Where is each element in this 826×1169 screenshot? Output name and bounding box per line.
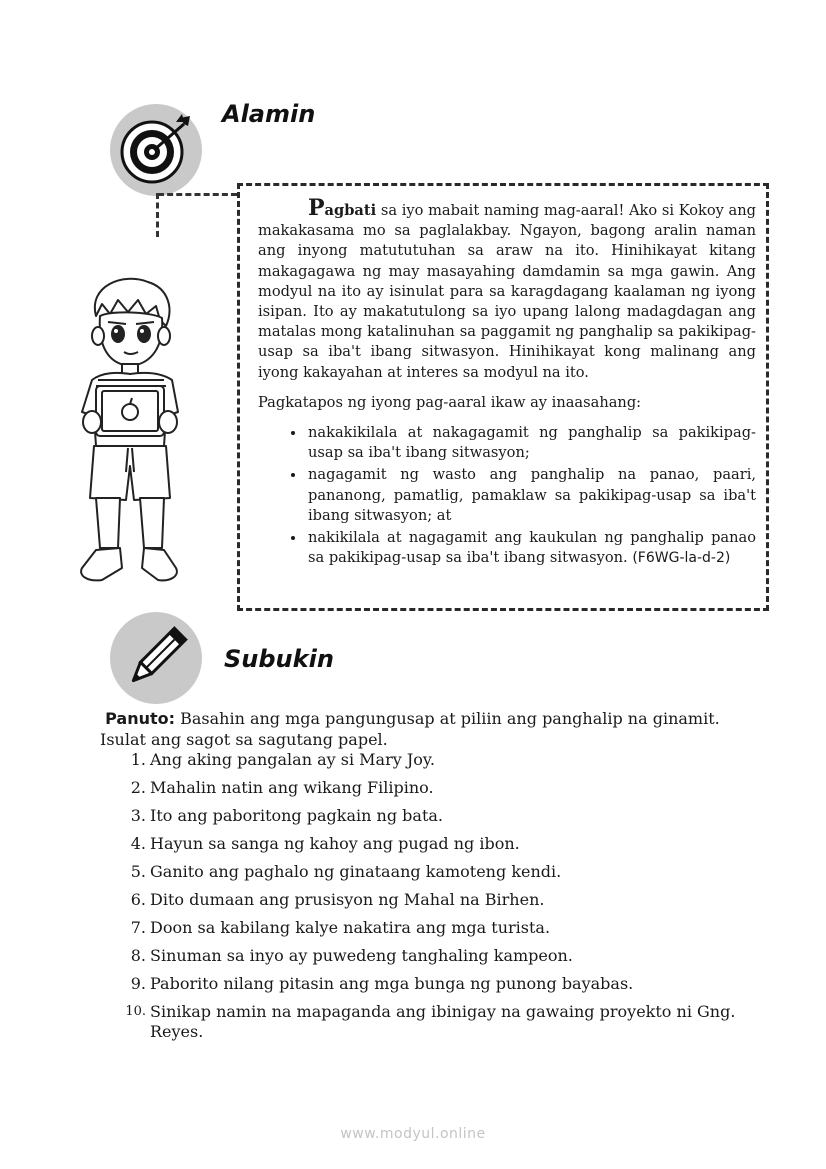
- question-item: [120, 862, 740, 882]
- question-text: Sinuman sa inyo ay puwedeng tanghaling kampeon.: [150, 946, 573, 965]
- question-text: Paborito nilang pitasin ang mga bunga ng punong bayabas.: [150, 974, 634, 993]
- pencil-icon: [116, 618, 196, 698]
- question-number: 6.: [130, 890, 146, 909]
- question-number: 5.: [130, 862, 146, 881]
- question-number: 1.: [130, 750, 146, 769]
- question-item: [120, 890, 740, 910]
- alamin-title: Alamin: [222, 100, 316, 128]
- question-text: Ang aking pangalan ay si Mary Joy.: [150, 750, 435, 769]
- kokoy-character-illustration: [68, 276, 193, 592]
- watermark: www.modyul.online: [340, 1126, 486, 1142]
- question-item: [120, 918, 740, 938]
- greeting-dropcap: P: [308, 195, 325, 221]
- competency-code: (F6WG-la-d-2): [632, 550, 731, 567]
- question-text: Ito ang paboritong pagkain ng bata.: [150, 806, 443, 825]
- connector-line: [158, 193, 237, 196]
- alamin-icon-circle: [110, 104, 202, 196]
- question-item: [120, 1002, 740, 1042]
- question-text: Ganito ang paghalo ng ginataang kamoteng kendi.: [150, 862, 562, 881]
- objective-item: • nagagamit ng wasto ang panghalip na panao, paari, pananong, pamatlig, pamaklaw sa pakikipag-usap sa iba't ibang sitwasyon; at: [306, 465, 756, 526]
- alamin-paragraph-2: Pagkatapos ng iyong pag-aaral ikaw ay inaasahang:: [258, 393, 642, 411]
- question-item: [120, 778, 740, 798]
- question-item: [120, 806, 740, 826]
- question-number: 8.: [130, 946, 146, 965]
- directions-label: Panuto:: [105, 709, 176, 728]
- connector-line-vertical: [156, 193, 159, 237]
- greeting-word: agbati: [324, 202, 377, 219]
- question-text: Hayun sa sanga ng kahoy ang pugad ng ibon.: [150, 834, 520, 853]
- question-list: [120, 750, 740, 1050]
- directions: [100, 708, 740, 750]
- question-text: Mahalin natin ang wikang Filipino.: [150, 778, 434, 797]
- question-item: [120, 946, 740, 966]
- alamin-content: [258, 195, 756, 570]
- question-text: Dito dumaan ang prusisyon ng Mahal na Birhen.: [150, 890, 545, 909]
- subukin-title: Subukin: [224, 645, 334, 673]
- alamin-paragraph-1: [258, 195, 756, 383]
- objective-item: • nakakikilala at nakagagamit ng panghalip sa pakikipag-usap sa iba't ibang sitwasyon;: [306, 423, 756, 463]
- directions-text: Basahin ang mga pangungusap at piliin ang panghalip na ginamit. Isulat ang sagot sa sagutang papel.: [100, 709, 720, 749]
- question-number: 7.: [130, 918, 146, 937]
- question-text: Doon sa kabilang kalye nakatira ang mga turista.: [150, 918, 551, 937]
- paragraph-1-text: sa iyo mabait naming mag-aaral! Ako si Kokoy ang makakasama mo sa paglalakbay. Ngayon, bagong aralin naman ang inyong matututuhan sa araw na ito. Hinihikayat kitang makagagawa ng may masayahing damdamin sa mga gawin. Ang modyul na ito ay isinulat para sa karagdagang kaalaman ng iyong isipan. Ito ay makatutulong sa iyo upang lalong madagdagan ang matalas mong katalinuhan sa paggamit ng panghalip sa pakikipag-usap sa iba't ibang sitwasyon. Hinihikayat kong malinang ang iyong kakayahan at interes sa modyul na ito.: [258, 202, 756, 381]
- subukin-icon-circle: [110, 612, 202, 704]
- question-number: 10.: [125, 1004, 146, 1019]
- question-item: [120, 834, 740, 854]
- objective-text: nakikilala at nagagamit ang kaukulan ng panghalip panao sa pakikipag-usap sa iba't ibang sitwasyon.: [308, 529, 756, 567]
- question-number: 4.: [130, 834, 146, 853]
- question-item: [120, 750, 740, 770]
- alamin-intro-box: [237, 183, 769, 611]
- question-number: 3.: [130, 806, 146, 825]
- question-number: 9.: [130, 974, 146, 993]
- target-icon: [116, 110, 196, 190]
- objectives-list: [258, 423, 756, 568]
- question-item: [120, 974, 740, 994]
- objective-item: [306, 528, 756, 568]
- question-number: 2.: [130, 778, 146, 797]
- question-text: Sinikap namin na mapaganda ang ibinigay na gawaing proyekto ni Gng. Reyes.: [150, 1002, 736, 1041]
